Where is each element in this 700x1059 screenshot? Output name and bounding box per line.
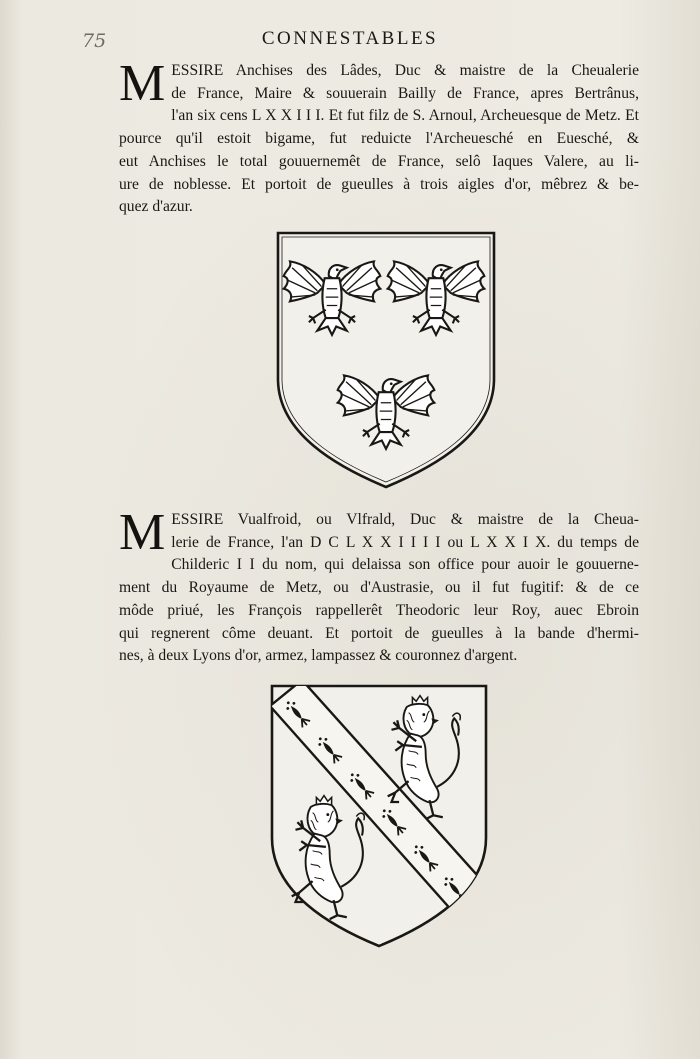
text-line: de France, Maire & souuerain Bailly de France, apres Bertrânus, xyxy=(171,84,639,102)
page-number: 75 xyxy=(82,30,107,52)
text-line: pource qu'il estoit bigame, fut reduicte l'Archeuesché en Euesché, & xyxy=(119,130,639,148)
text-line: ESSIRE Anchises des Lâdes, Duc & maistre de la Cheualerie xyxy=(171,62,639,79)
text-line: ure de noblesse. Et portoit de gueulles à trois aigles d'or, mêbrez & be- xyxy=(119,175,639,193)
text-line: l'an six cens L X X I I I. Et fut filz de S. Arnoul, Archeuesque de Metz. Et xyxy=(171,107,639,125)
text-line: quez d'azur. xyxy=(119,198,193,216)
coat-of-arms-bend-ermine-two-lions-icon xyxy=(268,682,490,950)
text-line: ment du Royaume de Metz, ou d'Austrasie, ou il fut fugitif: & de ce xyxy=(119,579,639,597)
text-line: lerie de France, l'an D C L X X I I I I ou L X X I X. du temps de xyxy=(171,533,639,551)
text-line: môde priué, les François rappellerêt Theodoric leur Roy, auec Ebroin xyxy=(119,601,639,619)
text-line: nes, à deux Lyons d'or, armez, lampassez & couronnez d'argent. xyxy=(119,647,518,665)
coat-of-arms-three-eagles-icon xyxy=(274,229,498,491)
text-line: ESSIRE Vualfroid, ou Vlfrald, Duc & maistre de la Cheua- xyxy=(171,511,639,528)
entry-anchises xyxy=(119,55,639,219)
running-head: CONNESTABLES xyxy=(261,28,439,49)
drop-initial: M xyxy=(119,55,166,112)
text-line: eut Anchises le total gouuernemêt de France, selô Iaques Valere, au li- xyxy=(119,152,639,170)
text-line: Childeric I I du nom, qui delaissa son office pour auoir le gouuerne- xyxy=(171,556,639,574)
text-line: qui regnerent côme deuant. Et portoit de gueulles à la bande d'hermi- xyxy=(119,624,639,642)
drop-initial: M xyxy=(119,504,166,561)
entry-vualfroid xyxy=(119,504,639,668)
